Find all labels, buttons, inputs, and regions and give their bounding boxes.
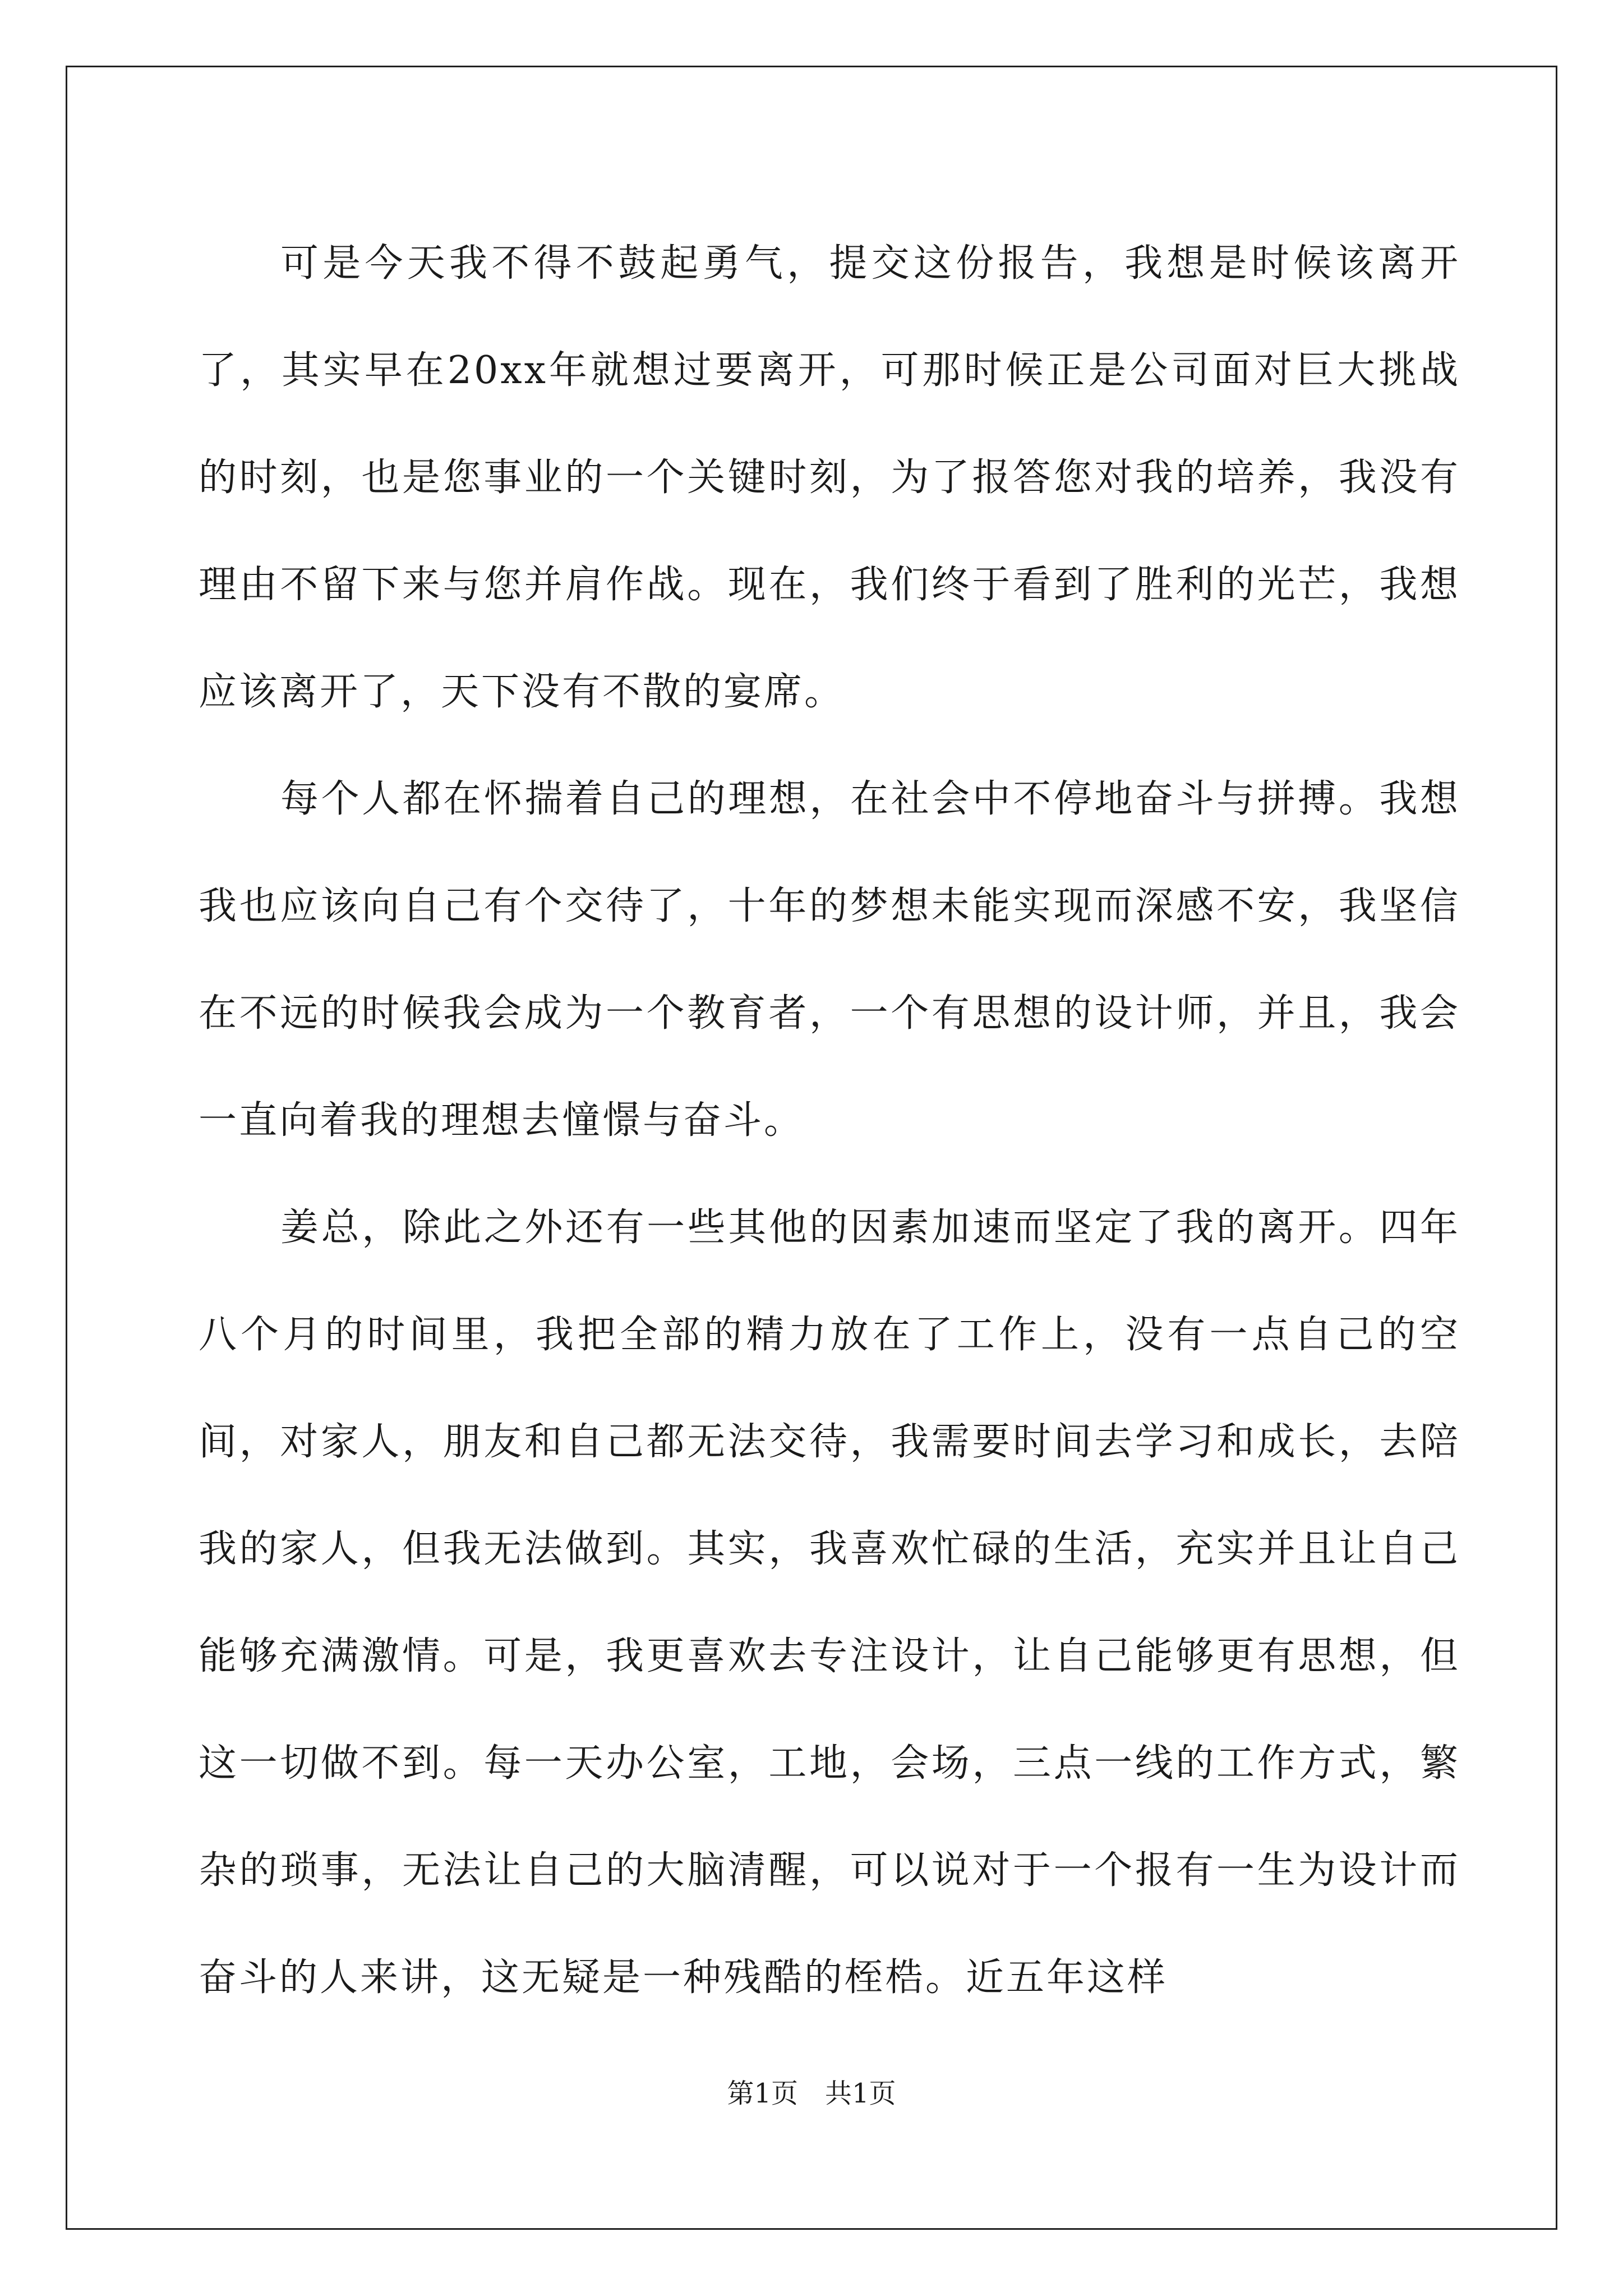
document-body [199, 210, 1460, 2031]
page-footer [0, 2077, 1623, 2110]
paragraph-3: 姜总，除此之外还有一些其他的因素加速而坚定了我的离开。四年八个月的时间里，我把全部的精力放在了工作上，没有一点自己的空间，对家人，朋友和自己都无法交待，我需要时间去学习和成长，去陪我的家人，但我无法做到。其实，我喜欢忙碌的生活，充实并且让自己能够充满激情。可是，我更喜欢去专注设计，让自己能够更有思想，但这一切做不到。每一天办公室，工地，会场，三点一线的工作方式，繁杂的琐事，无法让自己的大脑清醒，可以说对于一个报有一生为设计而奋斗的人来讲，这无疑是一种残酷的桎梏。近五年这样 [199, 1205, 1460, 2000]
paragraph-2: 每个人都在怀揣着自己的理想，在社会中不停地奋斗与拼搏。我想我也应该向自己有个交待了，十年的梦想未能实现而深感不安，我坚信在不远的时候我会成为一个教育者，一个有思想的设计师，并且，我会一直向着我的理想去憧憬与奋斗。 [199, 777, 1460, 1143]
page-number: 第1页 [727, 2078, 798, 2109]
page-total: 共1页 [825, 2078, 896, 2109]
paragraph-1: 可是今天我不得不鼓起勇气，提交这份报告，我想是时候该离开了，其实早在20xx年就想过要离开，可那时候正是公司面对巨大挑战的时刻，也是您事业的一个关键时刻，为了报答您对我的培养，我没有理由不留下来与您并肩作战。现在，我们终于看到了胜利的光芒，我想应该离开了，天下没有不散的宴席。 [199, 241, 1460, 714]
